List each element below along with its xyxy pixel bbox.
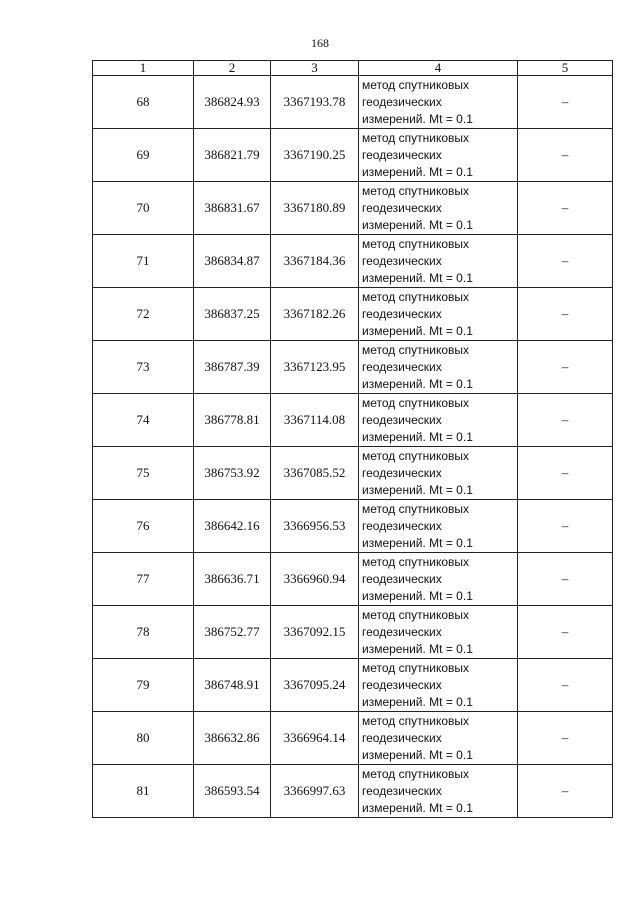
method-line: измерений. Mt = 0.1 <box>362 323 473 338</box>
x-coordinate-cell: 386821.79 <box>194 129 271 182</box>
table-row <box>93 606 613 659</box>
point-number-cell: 70 <box>93 182 194 235</box>
y-coordinate-cell: 3366997.63 <box>271 765 359 818</box>
method-line: измерений. Mt = 0.1 <box>362 535 473 550</box>
method-line: метод спутниковых <box>362 130 470 145</box>
coordinates-table <box>92 60 613 818</box>
method-line: геодезических <box>362 306 442 321</box>
method-line: измерений. Mt = 0.1 <box>362 747 473 762</box>
method-line: геодезических <box>362 359 442 374</box>
column-header-3: 3 <box>271 61 359 76</box>
point-number-cell: 72 <box>93 288 194 341</box>
description-cell: – <box>518 394 613 447</box>
y-coordinate-cell: 3367123.95 <box>271 341 359 394</box>
y-coordinate-cell: 3367180.89 <box>271 182 359 235</box>
description-cell: – <box>518 765 613 818</box>
method-cell <box>359 182 518 235</box>
method-line: метод спутниковых <box>362 289 470 304</box>
x-coordinate-cell: 386636.71 <box>194 553 271 606</box>
method-line: метод спутниковых <box>362 501 470 516</box>
point-number-cell: 74 <box>93 394 194 447</box>
method-cell <box>359 288 518 341</box>
column-header-5: 5 <box>518 61 613 76</box>
method-line: геодезических <box>362 200 442 215</box>
method-line: измерений. Mt = 0.1 <box>362 164 473 179</box>
method-line: метод спутниковых <box>362 554 470 569</box>
table-row <box>93 76 613 129</box>
table-row <box>93 500 613 553</box>
method-line: метод спутниковых <box>362 713 470 728</box>
y-coordinate-cell: 3367114.08 <box>271 394 359 447</box>
y-coordinate-cell: 3367184.36 <box>271 235 359 288</box>
description-cell: – <box>518 500 613 553</box>
method-line: измерений. Mt = 0.1 <box>362 270 473 285</box>
point-number-cell: 80 <box>93 712 194 765</box>
table-header-row <box>93 61 613 76</box>
method-line: измерений. Mt = 0.1 <box>362 482 473 497</box>
x-coordinate-cell: 386778.81 <box>194 394 271 447</box>
point-number-cell: 69 <box>93 129 194 182</box>
method-line: геодезических <box>362 412 442 427</box>
table-row <box>93 129 613 182</box>
x-coordinate-cell: 386642.16 <box>194 500 271 553</box>
y-coordinate-cell: 3367190.25 <box>271 129 359 182</box>
method-line: измерений. Mt = 0.1 <box>362 111 473 126</box>
table-row <box>93 394 613 447</box>
method-cell <box>359 659 518 712</box>
point-number-cell: 79 <box>93 659 194 712</box>
y-coordinate-cell: 3367193.78 <box>271 76 359 129</box>
method-line: геодезических <box>362 518 442 533</box>
method-line: метод спутниковых <box>362 660 470 675</box>
method-line: геодезических <box>362 730 442 745</box>
x-coordinate-cell: 386831.67 <box>194 182 271 235</box>
column-header-1: 1 <box>93 61 194 76</box>
y-coordinate-cell: 3367182.26 <box>271 288 359 341</box>
point-number-cell: 78 <box>93 606 194 659</box>
method-line: метод спутниковых <box>362 77 470 92</box>
method-line: геодезических <box>362 677 442 692</box>
description-cell: – <box>518 129 613 182</box>
method-line: геодезических <box>362 624 442 639</box>
x-coordinate-cell: 386593.54 <box>194 765 271 818</box>
point-number-cell: 71 <box>93 235 194 288</box>
table-row <box>93 235 613 288</box>
method-cell <box>359 553 518 606</box>
method-line: измерений. Mt = 0.1 <box>362 429 473 444</box>
table-row <box>93 288 613 341</box>
method-line: метод спутниковых <box>362 395 470 410</box>
method-cell <box>359 447 518 500</box>
x-coordinate-cell: 386752.77 <box>194 606 271 659</box>
method-line: измерений. Mt = 0.1 <box>362 800 473 815</box>
method-line: метод спутниковых <box>362 607 470 622</box>
point-number-cell: 73 <box>93 341 194 394</box>
method-line: геодезических <box>362 94 442 109</box>
description-cell: – <box>518 341 613 394</box>
method-cell <box>359 606 518 659</box>
description-cell: – <box>518 553 613 606</box>
column-header-2: 2 <box>194 61 271 76</box>
method-cell <box>359 129 518 182</box>
method-line: геодезических <box>362 783 442 798</box>
method-cell <box>359 235 518 288</box>
description-cell: – <box>518 712 613 765</box>
method-line: измерений. Mt = 0.1 <box>362 217 473 232</box>
x-coordinate-cell: 386787.39 <box>194 341 271 394</box>
method-line: геодезических <box>362 147 442 162</box>
method-cell <box>359 76 518 129</box>
point-number-cell: 68 <box>93 76 194 129</box>
description-cell: – <box>518 235 613 288</box>
x-coordinate-cell: 386834.87 <box>194 235 271 288</box>
point-number-cell: 76 <box>93 500 194 553</box>
table-row <box>93 659 613 712</box>
method-line: геодезических <box>362 571 442 586</box>
table-row <box>93 765 613 818</box>
table-row <box>93 341 613 394</box>
description-cell: – <box>518 182 613 235</box>
x-coordinate-cell: 386753.92 <box>194 447 271 500</box>
y-coordinate-cell: 3366960.94 <box>271 553 359 606</box>
method-line: измерений. Mt = 0.1 <box>362 588 473 603</box>
y-coordinate-cell: 3366964.14 <box>271 712 359 765</box>
y-coordinate-cell: 3367092.15 <box>271 606 359 659</box>
page-number: 168 <box>311 36 329 50</box>
method-line: измерений. Mt = 0.1 <box>362 641 473 656</box>
method-line: метод спутниковых <box>362 448 470 463</box>
x-coordinate-cell: 386824.93 <box>194 76 271 129</box>
point-number-cell: 81 <box>93 765 194 818</box>
table-row <box>93 553 613 606</box>
method-line: метод спутниковых <box>362 236 470 251</box>
method-line: геодезических <box>362 253 442 268</box>
x-coordinate-cell: 386748.91 <box>194 659 271 712</box>
point-number-cell: 77 <box>93 553 194 606</box>
table-row <box>93 182 613 235</box>
method-line: метод спутниковых <box>362 342 470 357</box>
y-coordinate-cell: 3367095.24 <box>271 659 359 712</box>
x-coordinate-cell: 386632.86 <box>194 712 271 765</box>
x-coordinate-cell: 386837.25 <box>194 288 271 341</box>
method-cell <box>359 341 518 394</box>
description-cell: – <box>518 606 613 659</box>
method-line: метод спутниковых <box>362 766 470 781</box>
y-coordinate-cell: 3367085.52 <box>271 447 359 500</box>
method-line: метод спутниковых <box>362 183 470 198</box>
description-cell: – <box>518 76 613 129</box>
method-cell <box>359 765 518 818</box>
y-coordinate-cell: 3366956.53 <box>271 500 359 553</box>
method-cell <box>359 394 518 447</box>
method-line: измерений. Mt = 0.1 <box>362 694 473 709</box>
description-cell: – <box>518 288 613 341</box>
table-row <box>93 712 613 765</box>
method-line: измерений. Mt = 0.1 <box>362 376 473 391</box>
method-cell <box>359 500 518 553</box>
column-header-4: 4 <box>359 61 518 76</box>
table-row <box>93 447 613 500</box>
description-cell: – <box>518 447 613 500</box>
method-line: геодезических <box>362 465 442 480</box>
description-cell: – <box>518 659 613 712</box>
point-number-cell: 75 <box>93 447 194 500</box>
method-cell <box>359 712 518 765</box>
